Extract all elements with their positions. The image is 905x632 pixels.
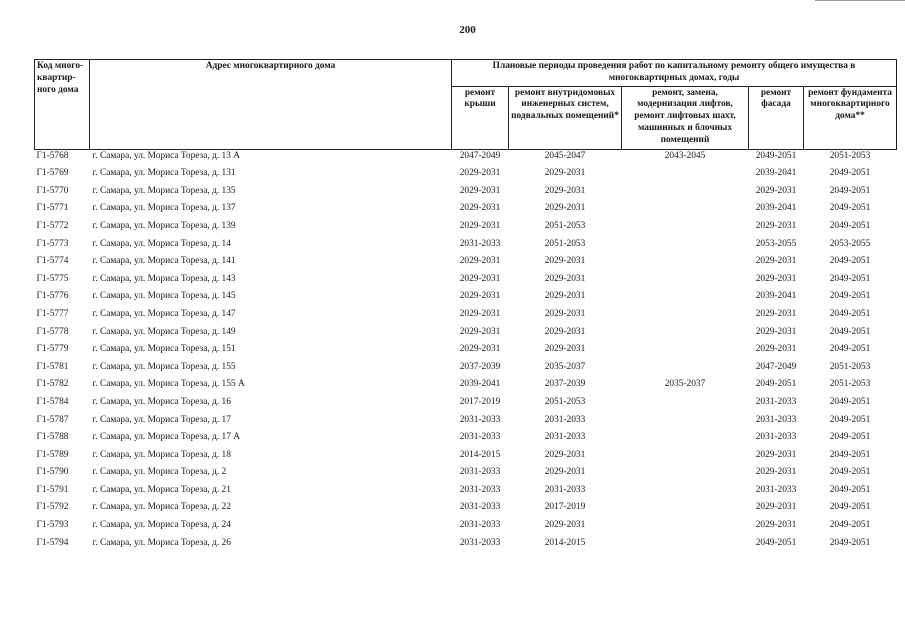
cell-engineering: 2029-2031 (544, 256, 586, 267)
cell-address: г. Самара, ул. Мориса Тореза, д. 139 (92, 220, 236, 231)
table-row (35, 484, 897, 502)
cell-facade: 2031-2033 (755, 432, 797, 443)
cell-foundation: 2051-2053 (829, 361, 871, 372)
cell-roof: 2029-2031 (459, 344, 501, 355)
table-row (35, 431, 897, 449)
cell-lifts (622, 414, 749, 432)
cell-address: г. Самара, ул. Мориса Тореза, д. 143 (92, 273, 236, 284)
cell-address: г. Самара, ул. Мориса Тореза, д. 149 (92, 326, 236, 337)
top-edge-rule (815, 0, 905, 1)
cell-facade: 2029-2031 (755, 308, 797, 319)
cell-facade: 2029-2031 (755, 220, 797, 231)
cell-engineering: 2051-2053 (544, 220, 586, 231)
cell-foundation: 2049-2051 (829, 344, 871, 355)
cell-lifts (622, 343, 749, 361)
cell-foundation: 2051-2053 (829, 150, 871, 161)
cell-code: Г1-5794 (36, 537, 69, 548)
cell-roof: 2031-2033 (459, 537, 501, 548)
cell-lifts (622, 273, 749, 291)
cell-address: г. Самара, ул. Мориса Тореза, д. 17 А (92, 432, 241, 443)
cell-facade: 2031-2033 (755, 484, 797, 495)
cell-roof: 2037-2039 (459, 361, 501, 372)
table-row (35, 519, 897, 537)
cell-roof: 2029-2031 (459, 220, 501, 231)
cell-address: г. Самара, ул. Мориса Тореза, д. 17 (92, 414, 231, 425)
cell-facade: 2047-2049 (755, 361, 797, 372)
cell-engineering: 2029-2031 (544, 203, 586, 214)
table-row (35, 238, 897, 256)
cell-code: Г1-5770 (36, 185, 69, 196)
cell-roof: 2039-2041 (459, 379, 501, 390)
cell-lifts (622, 361, 749, 379)
table-row (35, 537, 897, 555)
cell-engineering: 2029-2031 (544, 449, 586, 460)
header-roof: ремонт крыши (452, 86, 509, 149)
cell-code: Г1-5776 (36, 291, 69, 302)
cell-foundation: 2049-2051 (829, 432, 871, 443)
cell-roof: 2029-2031 (459, 308, 501, 319)
cell-address: г. Самара, ул. Мориса Тореза, д. 24 (92, 520, 231, 531)
cell-code: Г1-5791 (36, 484, 69, 495)
cell-foundation: 2049-2051 (829, 520, 871, 531)
cell-roof: 2029-2031 (459, 291, 501, 302)
cell-facade: 2039-2041 (755, 168, 797, 179)
cell-address: г. Самара, ул. Мориса Тореза, д. 145 (92, 291, 236, 302)
cell-roof: 2031-2033 (459, 238, 501, 249)
cell-foundation: 2053-2055 (829, 238, 871, 249)
cell-code: Г1-5779 (36, 344, 69, 355)
cell-foundation: 2049-2051 (829, 168, 871, 179)
cell-code: Г1-5784 (36, 396, 69, 407)
cell-foundation: 2049-2051 (829, 256, 871, 267)
cell-roof: 2029-2031 (459, 256, 501, 267)
cell-facade: 2031-2033 (755, 414, 797, 425)
cell-engineering: 2031-2033 (544, 484, 586, 495)
cell-code: Г1-5772 (36, 220, 69, 231)
cell-code: Г1-5778 (36, 326, 69, 337)
table-row (35, 149, 897, 167)
cell-roof: 2014-2015 (459, 449, 501, 460)
cell-foundation: 2049-2051 (829, 203, 871, 214)
cell-foundation: 2049-2051 (829, 484, 871, 495)
cell-lifts (622, 255, 749, 273)
cell-code: Г1-5777 (36, 308, 69, 319)
cell-lifts (622, 326, 749, 344)
cell-lifts (622, 202, 749, 220)
table-row (35, 343, 897, 361)
cell-lifts (622, 501, 749, 519)
cell-roof: 2031-2033 (459, 502, 501, 513)
cell-engineering: 2051-2053 (544, 396, 586, 407)
table-row (35, 290, 897, 308)
cell-roof: 2029-2031 (459, 273, 501, 284)
cell-address: г. Самара, ул. Мориса Тореза, д. 13 А (92, 150, 241, 161)
cell-address: г. Самара, ул. Мориса Тореза, д. 16 (92, 396, 231, 407)
cell-lifts (622, 308, 749, 326)
header-lifts: ремонт, замена, модернизация лифтов, ремонт лифтовых шахт, машинных и блочных помещений (622, 86, 749, 149)
cell-lifts (622, 238, 749, 256)
header-address: Адрес многоквартирного дома (90, 60, 452, 150)
cell-facade: 2029-2031 (755, 467, 797, 478)
cell-roof: 2031-2033 (459, 467, 501, 478)
cell-roof: 2029-2031 (459, 168, 501, 179)
cell-code: Г1-5792 (36, 502, 69, 513)
cell-roof: 2031-2033 (459, 414, 501, 425)
table-row (35, 308, 897, 326)
cell-lifts (622, 167, 749, 185)
cell-engineering: 2045-2047 (544, 150, 586, 161)
cell-address: г. Самара, ул. Мориса Тореза, д. 151 (92, 344, 236, 355)
cell-foundation: 2049-2051 (829, 502, 871, 513)
cell-facade: 2029-2031 (755, 502, 797, 513)
header-code: Код много-квартир-ного дома (35, 60, 90, 150)
cell-address: г. Самара, ул. Мориса Тореза, д. 137 (92, 203, 236, 214)
cell-code: Г1-5793 (36, 520, 69, 531)
table-row (35, 255, 897, 273)
table-row (35, 466, 897, 484)
cell-foundation: 2049-2051 (829, 467, 871, 478)
cell-engineering: 2029-2031 (544, 520, 586, 531)
table-row (35, 378, 897, 396)
table-row (35, 361, 897, 379)
cell-foundation: 2049-2051 (829, 185, 871, 196)
cell-facade: 2049-2051 (755, 537, 797, 548)
table-row (35, 220, 897, 238)
cell-address: г. Самара, ул. Мориса Тореза, д. 18 (92, 449, 231, 460)
cell-foundation: 2049-2051 (829, 396, 871, 407)
cell-lifts (622, 396, 749, 414)
cell-roof: 2017-2019 (459, 396, 501, 407)
cell-engineering: 2029-2031 (544, 168, 586, 179)
header-engineering: ремонт внутридомовых инженерных систем, подвальных помещений* (509, 86, 622, 149)
cell-facade: 2029-2031 (755, 273, 797, 284)
table-row (35, 414, 897, 432)
cell-facade: 2049-2051 (755, 379, 797, 390)
cell-engineering: 2051-2053 (544, 238, 586, 249)
cell-code: Г1-5774 (36, 256, 69, 267)
cell-address: г. Самара, ул. Мориса Тореза, д. 147 (92, 308, 236, 319)
cell-code: Г1-5768 (36, 150, 69, 161)
cell-foundation: 2049-2051 (829, 414, 871, 425)
cell-roof: 2047-2049 (459, 150, 501, 161)
header-foundation: ремонт фундамента многоквартирного дома** (804, 86, 897, 149)
cell-code: Г1-5782 (36, 379, 69, 390)
cell-lifts: 2043-2045 (664, 150, 706, 161)
cell-lifts (622, 484, 749, 502)
cell-facade: 2029-2031 (755, 520, 797, 531)
cell-facade: 2039-2041 (755, 203, 797, 214)
cell-code: Г1-5790 (36, 467, 69, 478)
cell-engineering: 2014-2015 (544, 537, 586, 548)
table-row (35, 449, 897, 467)
cell-address: г. Самара, ул. Мориса Тореза, д. 22 (92, 502, 231, 513)
cell-address: г. Самара, ул. Мориса Тореза, д. 21 (92, 484, 231, 495)
cell-lifts: 2035-2037 (664, 379, 706, 390)
cell-lifts (622, 220, 749, 238)
cell-code: Г1-5775 (36, 273, 69, 284)
cell-facade: 2029-2031 (755, 326, 797, 337)
table-row (35, 396, 897, 414)
cell-facade: 2029-2031 (755, 256, 797, 267)
cell-address: г. Самара, ул. Мориса Тореза, д. 135 (92, 185, 236, 196)
table-row (35, 202, 897, 220)
cell-lifts (622, 290, 749, 308)
cell-address: г. Самара, ул. Мориса Тореза, д. 26 (92, 537, 231, 548)
cell-code: Г1-5771 (36, 203, 69, 214)
cell-roof: 2031-2033 (459, 432, 501, 443)
cell-foundation: 2049-2051 (829, 308, 871, 319)
table-row (35, 326, 897, 344)
cell-foundation: 2049-2051 (829, 220, 871, 231)
page-number: 200 (459, 24, 476, 36)
header-periods: Плановые периоды проведения работ по капитальному ремонту общего имущества в многоквартирных домах, годы (452, 60, 897, 87)
cell-foundation: 2051-2053 (829, 379, 871, 390)
cell-code: Г1-5781 (36, 361, 69, 372)
capital-repair-table (34, 59, 897, 554)
cell-code: Г1-5769 (36, 168, 69, 179)
table-body (35, 149, 897, 554)
cell-engineering: 2017-2019 (544, 502, 586, 513)
cell-lifts (622, 449, 749, 467)
cell-facade: 2053-2055 (755, 238, 797, 249)
cell-code: Г1-5789 (36, 449, 69, 460)
cell-engineering: 2031-2033 (544, 432, 586, 443)
cell-foundation: 2049-2051 (829, 537, 871, 548)
cell-foundation: 2049-2051 (829, 449, 871, 460)
cell-address: г. Самара, ул. Мориса Тореза, д. 131 (92, 168, 236, 179)
cell-facade: 2039-2041 (755, 291, 797, 302)
cell-roof: 2029-2031 (459, 326, 501, 337)
cell-foundation: 2049-2051 (829, 326, 871, 337)
cell-engineering: 2029-2031 (544, 185, 586, 196)
cell-code: Г1-5773 (36, 238, 69, 249)
cell-foundation: 2049-2051 (829, 291, 871, 302)
cell-roof: 2031-2033 (459, 520, 501, 531)
cell-lifts (622, 466, 749, 484)
cell-engineering: 2029-2031 (544, 344, 586, 355)
cell-facade: 2029-2031 (755, 449, 797, 460)
cell-address: г. Самара, ул. Мориса Тореза, д. 14 (92, 238, 231, 249)
cell-foundation: 2049-2051 (829, 273, 871, 284)
cell-roof: 2031-2033 (459, 484, 501, 495)
table-row (35, 501, 897, 519)
cell-address: г. Самара, ул. Мориса Тореза, д. 155 (92, 361, 236, 372)
table-row (35, 185, 897, 203)
cell-code: Г1-5787 (36, 414, 69, 425)
cell-code: Г1-5788 (36, 432, 69, 443)
table-row (35, 273, 897, 291)
cell-address: г. Самара, ул. Мориса Тореза, д. 155 А (92, 379, 245, 390)
cell-lifts (622, 431, 749, 449)
cell-engineering: 2031-2033 (544, 414, 586, 425)
cell-roof: 2029-2031 (459, 203, 501, 214)
header-facade: ремонт фасада (749, 86, 804, 149)
cell-address: г. Самара, ул. Мориса Тореза, д. 141 (92, 256, 236, 267)
table-row (35, 167, 897, 185)
cell-roof: 2029-2031 (459, 185, 501, 196)
cell-facade: 2049-2051 (755, 150, 797, 161)
cell-lifts (622, 519, 749, 537)
cell-engineering: 2029-2031 (544, 273, 586, 284)
cell-engineering: 2037-2039 (544, 379, 586, 390)
cell-lifts (622, 185, 749, 203)
cell-address: г. Самара, ул. Мориса Тореза, д. 2 (92, 467, 227, 478)
cell-facade: 2031-2033 (755, 396, 797, 407)
cell-engineering: 2029-2031 (544, 308, 586, 319)
cell-engineering: 2035-2037 (544, 361, 586, 372)
cell-facade: 2029-2031 (755, 185, 797, 196)
cell-facade: 2029-2031 (755, 344, 797, 355)
cell-engineering: 2029-2031 (544, 291, 586, 302)
cell-engineering: 2029-2031 (544, 467, 586, 478)
cell-engineering: 2029-2031 (544, 326, 586, 337)
cell-lifts (622, 537, 749, 555)
